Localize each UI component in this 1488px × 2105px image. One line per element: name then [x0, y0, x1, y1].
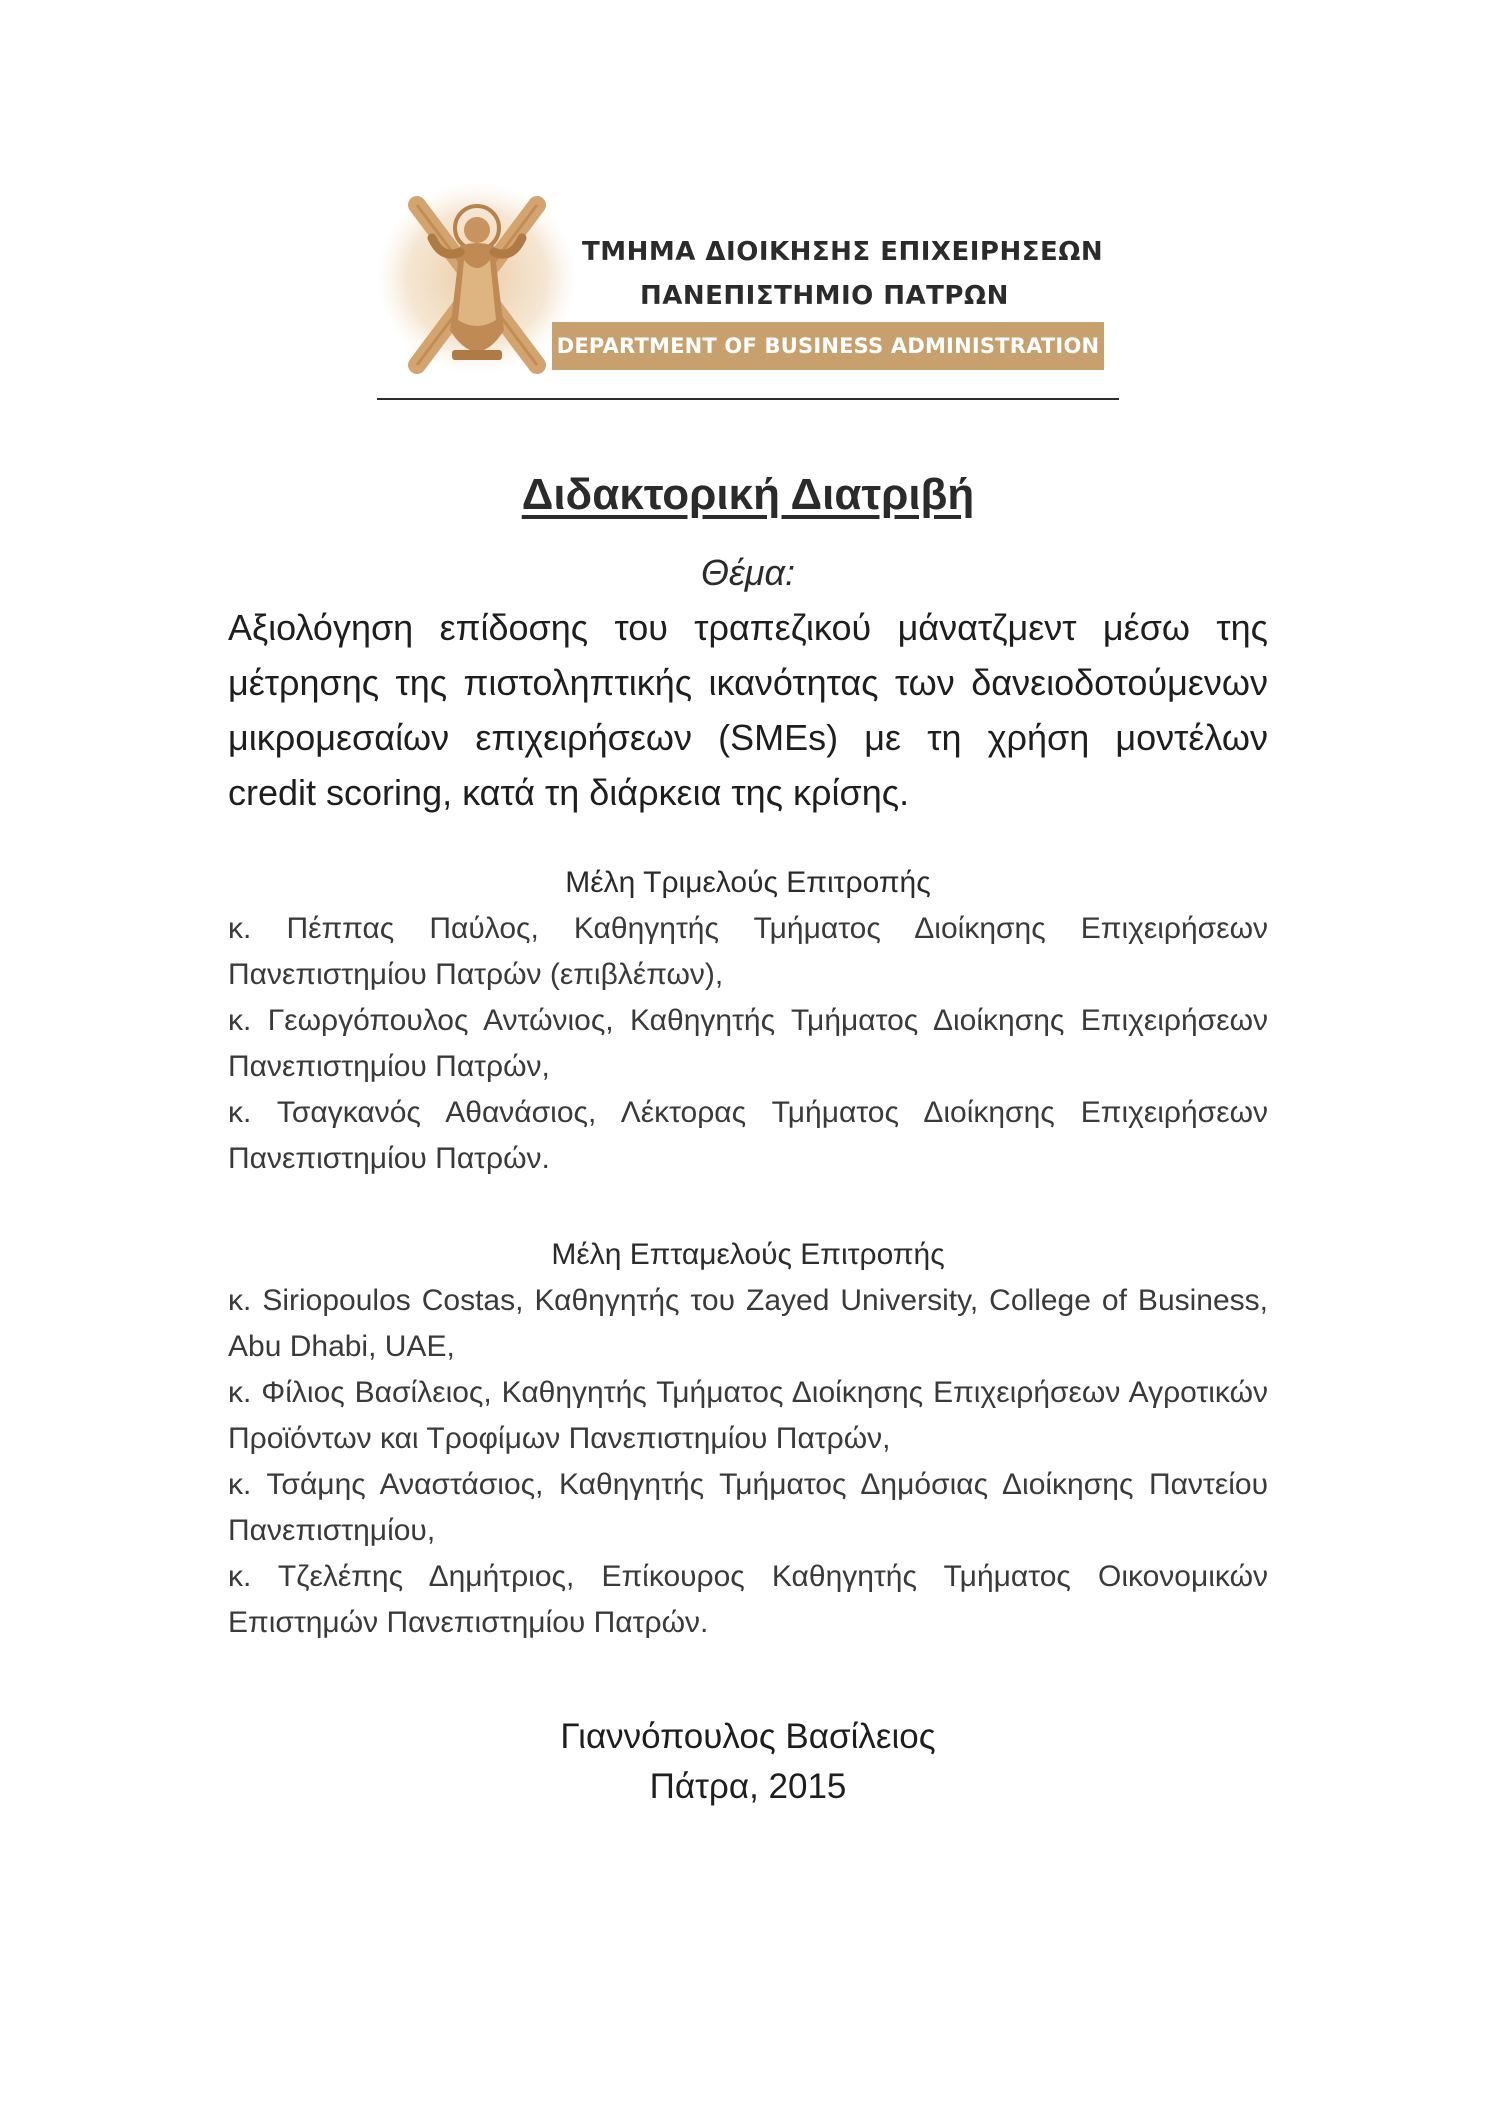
thesis-topic: Αξιολόγηση επίδοσης του τραπεζικού μάνατζμεντ μέσω της μέτρησης της πιστοληπτικής ικανότητας των δανειοδοτούμενων μικρομεσαίων επιχειρήσεων (SMEs) με τη χρήση μοντέλων credit scoring, κατά τη διάρκεια της κρίσης.: [228, 607, 1268, 813]
committee-member: κ. Siriopoulos Costas, Καθηγητής του Zayed University, College of Business, Abu Dhabi, UAE,: [228, 1284, 1268, 1363]
committee-member: κ. Γεωργόπουλος Αντώνιος, Καθηγητής Τμήματος Διοίκησης Επιχειρήσεων Πανεπιστημίου Πατρών,: [228, 1004, 1268, 1083]
header-divider: [377, 398, 1119, 400]
department-logo: [372, 180, 1112, 380]
committee-member: κ. Φίλιος Βασίλειος, Καθηγητής Τμήματος Διοίκησης Επιχειρήσεων Αγροτικών Προϊόντων και Τροφίμων Πανεπιστημίου Πατρών,: [228, 1376, 1268, 1455]
committee-member: κ. Τσάμης Αναστάσιος, Καθηγητής Τμήματος Δημόσιας Διοίκησης Παντείου Πανεπιστημίου,: [228, 1468, 1268, 1547]
main-content: [228, 460, 1268, 1812]
logo-department-english: DEPARTMENT OF BUSINESS ADMINISTRATION: [552, 322, 1104, 370]
topic-label: Θέμα:: [700, 552, 796, 593]
logo-department-greek: ΤΜΗΜΑ ΔΙΟΙΚΗΣΗΣ ΕΠΙΧΕΙΡΗΣΕΩΝ: [582, 237, 1104, 267]
author-name: Γιαννόπουλος Βασίλειος: [560, 1717, 936, 1756]
logo-text: [582, 230, 1112, 318]
committee-member: κ. Πέππας Παύλος, Καθηγητής Τμήματος Διοίκησης Επιχειρήσεων Πανεπιστημίου Πατρών (επιβλέπων),: [228, 912, 1268, 991]
document-type-heading: Διδακτορική Διατριβή: [521, 470, 975, 519]
committee-member: κ. Τζελέπης Δημήτριος, Επίκουρος Καθηγητής Τμήματος Οικονομικών Επιστημών Πανεπιστημίου Πατρών.: [228, 1560, 1268, 1639]
seven-member-committee-title: Μέλη Επταμελούς Επιτροπής: [551, 1238, 945, 1271]
committee-member: κ. Τσαγκανός Αθανάσιος, Λέκτορας Τμήματος Διοίκησης Επιχειρήσεων Πανεπιστημίου Πατρών.: [228, 1096, 1268, 1175]
three-member-committee-title: Μέλη Τριμελούς Επιτροπής: [565, 866, 931, 899]
place-and-date: Πάτρα, 2015: [649, 1767, 847, 1806]
saint-andrew-seal-icon: [372, 180, 582, 380]
logo-university-greek: ΠΑΝΕΠΙΣΤΗΜΙΟ ΠΑΤΡΩΝ: [640, 281, 1009, 311]
